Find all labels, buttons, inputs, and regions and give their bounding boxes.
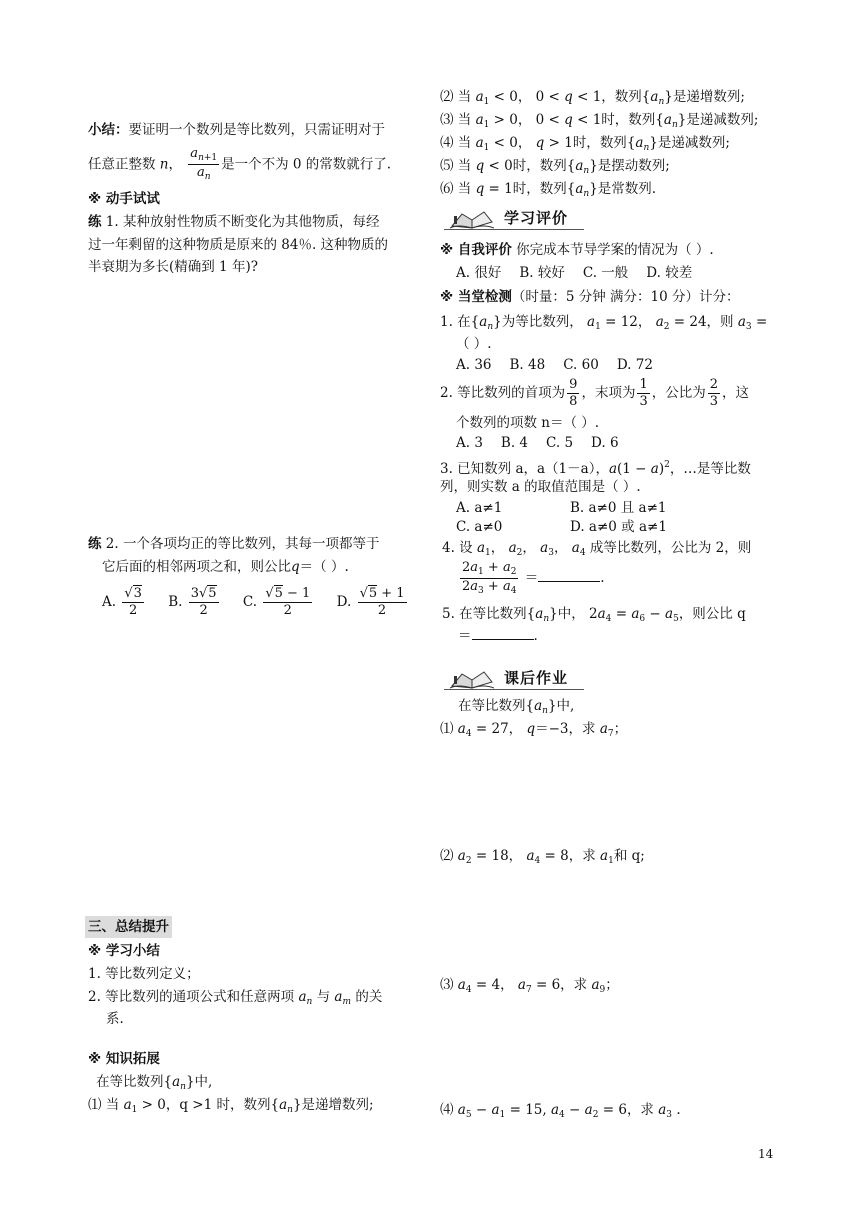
open-book-icon [448, 666, 494, 690]
summary-line-1: 小结：要证明一个数列是等比数列，只需证明对于 [88, 122, 385, 138]
answer-blank[interactable] [472, 627, 534, 640]
homework-banner: 课后作业 [444, 666, 594, 692]
study-summary-item-1: 1. 等比数列定义； [88, 966, 200, 982]
question-3: 3. 已知数列 a，a（1－a），$a(1 - a)^2$，…是等比数 [440, 460, 751, 477]
try-heading: ※ 动手试试 [88, 191, 160, 207]
property-6: ⑹ 当 q = 1时，数列$\{a_n\}$是常数列. [440, 181, 657, 199]
open-book-icon [448, 206, 494, 230]
option-c: C. $\frac{√5 - 1}{2}$ [242, 585, 311, 618]
question-3-line-2: 列，则实数 a 的取值范围是（ ）. [440, 479, 641, 495]
answer-blank[interactable] [538, 569, 600, 582]
knowledge-extend-heading: ※ 知识拓展 [88, 1051, 160, 1067]
question-1-options: A. 36 B. 48 C. 60 D. 72 [456, 357, 653, 373]
question-5-line-2: ＝ . [458, 628, 538, 644]
question-2: 2. 等比数列的首项为 $\frac{9}{8}$ ，末项为 $\frac{1}{3}$ ，公比为 $\frac{2}{3}$ ，这 [440, 376, 750, 409]
homework-intro: 在等比数列$\{a_n\}$中, [458, 698, 575, 716]
homework-3: ⑶ $a_4 = 4$， $a_7 = 6$，求 $a_9$； [440, 977, 619, 995]
question-1-paren: （ ）. [456, 336, 492, 352]
exercise-1-line-1: 练 1. 某种放射性物质不断变化为其他物质，每经 [88, 214, 380, 230]
option-b: B. $\frac{3√5}{2}$ [168, 585, 217, 618]
exercise-2-options [102, 582, 409, 622]
study-summary-item-2-cont: 系. [106, 1011, 124, 1027]
property-5: ⑸ 当 q < 0时，数列$\{a_n\}$是摆动数列; [440, 158, 670, 176]
question-2-options: A. 3 B. 4 C. 5 D. 6 [456, 435, 619, 451]
section-3-heading: 三、总结提升 [85, 916, 172, 938]
exercise-1-line-3: 半衰期为多长(精确到 1 年)? [88, 259, 258, 275]
eval-banner: 学习评价 [444, 206, 594, 232]
homework-2: ⑵ $a_2 = 18$， $a_4 = 8$，求 $a_1$和 q; [440, 848, 645, 866]
study-summary-heading: ※ 学习小结 [88, 943, 160, 959]
question-3-options-row-1: A. a≠1 B. a≠0 且 a≠1 [456, 500, 667, 516]
self-eval: ※ 自我评价 你完成本节导学案的情况为（ ）. [440, 242, 714, 258]
homework-1: ⑴ $a_4 = 27$， q＝−3，求 $a_7$； [440, 721, 628, 739]
exercise-2-line-1: 练 2. 一个各项均正的等比数列，其每一项都等于 [88, 536, 380, 552]
question-3-options-row-2: C. a≠0 D. a≠0 或 a≠1 [456, 519, 667, 535]
knowledge-extend-intro: 在等比数列$\{a_n\}$中, [96, 1074, 213, 1092]
knowledge-extend-item-1: ⑴ 当 $a_1 > 0$，q >1 时，数列$\{a_n\}$是递增数列; [88, 1097, 374, 1115]
study-summary-item-2: 2. 等比数列的通项公式和任意两项 $a_n$ 与 $a_m$ 的关 [88, 989, 383, 1007]
homework-4: ⑷ $a_5 - a_1 = 15$, $a_4 - a_2 = 6$，求 $a_3$ . [440, 1102, 681, 1120]
question-5: 5. 在等比数列$\{a_n\}$中， $2a_4 = a_6 - a_5$，则公比 q [442, 606, 746, 624]
property-3: ⑶ 当 $a_1 > 0$， 0 < q < 1时，数列$\{a_n\}$是递减数列; [440, 112, 759, 130]
property-4: ⑷ 当 $a_1 < 0$， q > 1时，数列$\{a_n\}$是递减数列; [440, 135, 730, 153]
option-a: A. $\frac{√3}{2}$ [102, 585, 142, 618]
question-4-expression: $\frac{2a_1 + a_2}{2a_3 + a_4}$ ＝ . [462, 559, 605, 596]
exercise-1-line-2: 过一年剩留的这种物质是原来的 84％. 这种物质的 [88, 237, 389, 253]
self-eval-options: A. 很好 B. 较好 C. 一般 D. 较差 [456, 265, 693, 281]
class-test: ※ 当堂检测（时量：5 分钟 满分：10 分）计分： [440, 289, 740, 305]
summary-line-2: 任意正整数 n， $\frac{a_{n+1}}{a_n}$ 是一个不为 0 的常数就行了. [88, 146, 392, 183]
exercise-2-line-2: 它后面的相邻两项之和，则公比q＝（ ）. [102, 559, 349, 575]
option-d: D. $\frac{√5 + 1}{2}$ [336, 585, 405, 618]
question-1: 1. 在$\{a_n\}$为等比数列， $a_1 = 12$， $a_2 = 24$，则 $a_3$ = [440, 314, 768, 332]
question-2-line-2: 个数列的项数 n＝（ ）. [456, 415, 600, 431]
question-4: 4. 设 $a_1$， $a_2$， $a_3$， $a_4$ 成等比数列，公比为 2，则 [442, 540, 752, 558]
page-number: 14 [758, 1147, 774, 1161]
property-2: ⑵ 当 $a_1 < 0$， 0 < q < 1，数列$\{a_n\}$是递增数列; [440, 89, 745, 107]
